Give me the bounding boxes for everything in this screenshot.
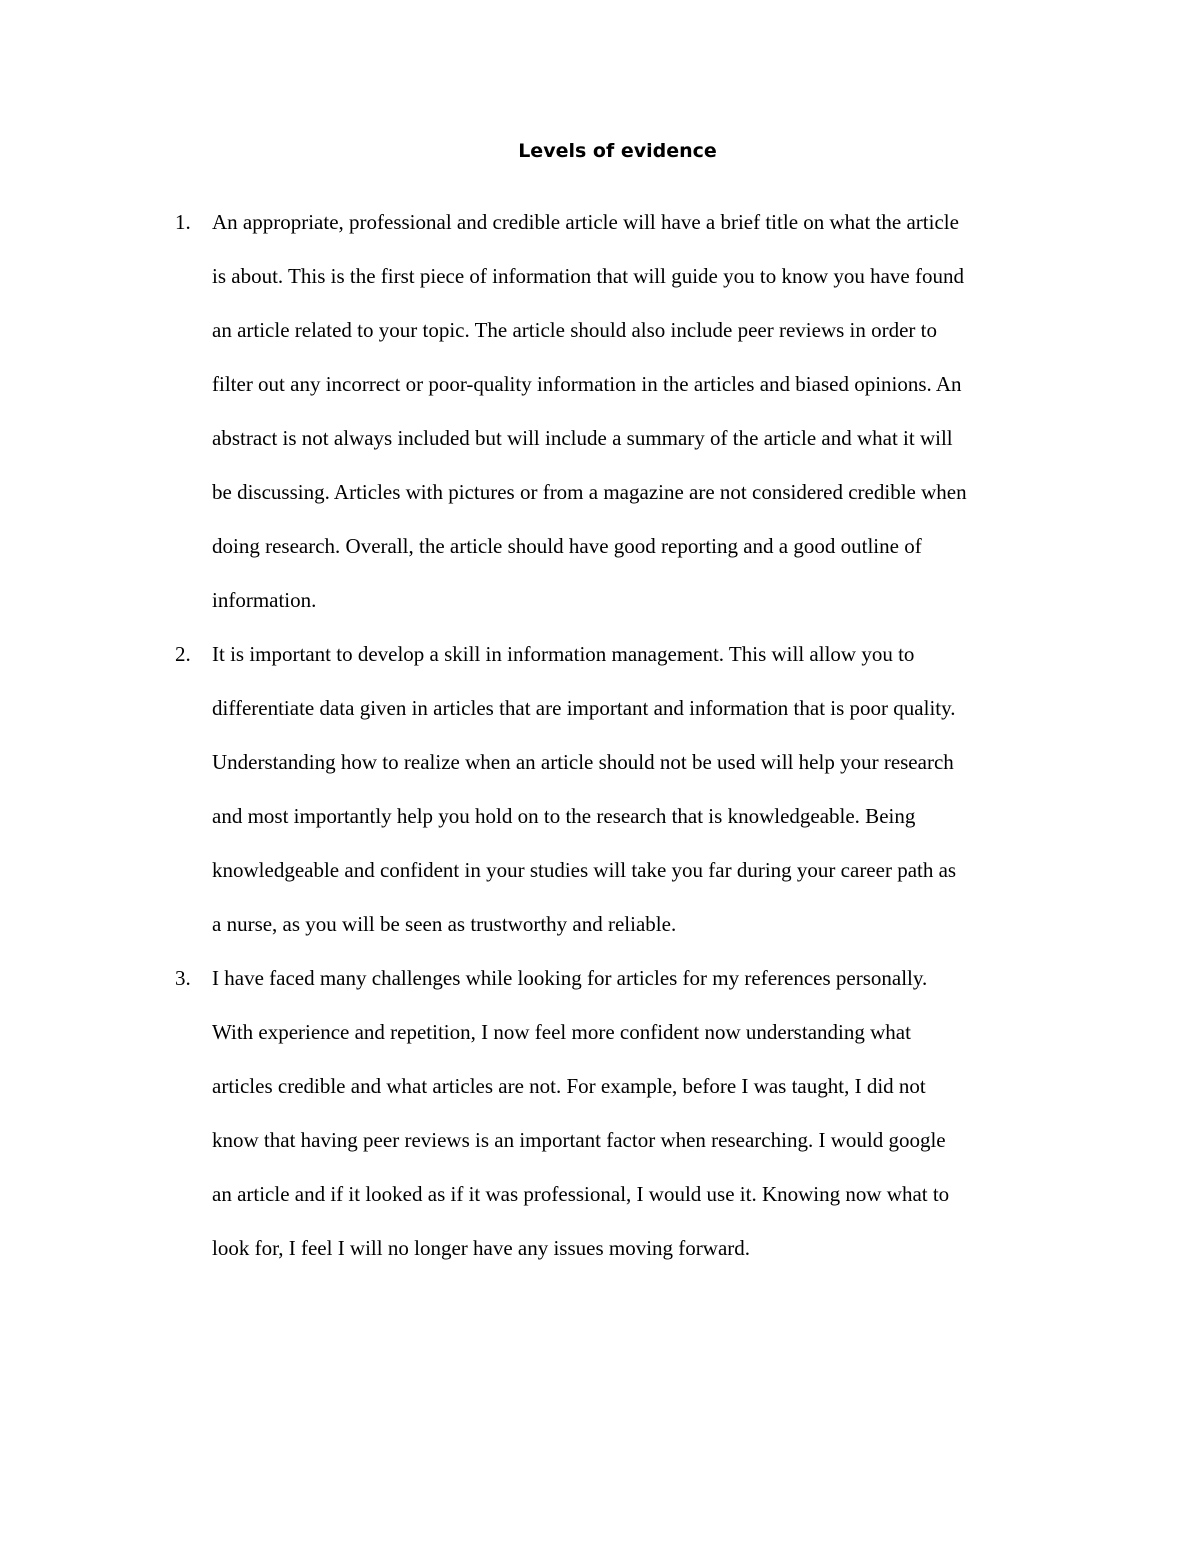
paragraph-line: be discussing. Articles with pictures or from a magazine are not considered credible when (212, 480, 967, 504)
list-item-2 (175, 627, 1075, 951)
paragraph-line: knowledgeable and confident in your studies will take you far during your career path as (212, 858, 957, 882)
paragraph-line: is about. This is the first piece of information that will guide you to know you have found (212, 264, 964, 288)
paragraph-line: an article related to your topic. The article should also include peer reviews in order to (212, 318, 938, 342)
paragraph-line: information. (212, 588, 317, 612)
paragraph-line: An appropriate, professional and credible article will have a brief title on what the article (212, 210, 959, 234)
paragraph-line: filter out any incorrect or poor-quality information in the articles and biased opinions. An (212, 372, 962, 396)
paragraph-line: articles credible and what articles are not. For example, before I was taught, I did not (212, 1074, 926, 1098)
paragraph-line: doing research. Overall, the article should have good reporting and a good outline of (212, 534, 922, 558)
paragraph-line: a nurse, as you will be seen as trustworthy and reliable. (212, 912, 677, 936)
paragraph-line: differentiate data given in articles that are important and information that is poor quality. (212, 696, 956, 720)
paragraph-line: It is important to develop a skill in information management. This will allow you to (212, 642, 915, 666)
list-number: 3. (175, 966, 191, 990)
list-item-3 (175, 951, 1075, 1275)
paragraph-line: look for, I feel I will no longer have any issues moving forward. (212, 1236, 751, 1260)
paragraph-line: abstract is not always included but will include a summary of the article and what it will (212, 426, 953, 450)
list-number: 2. (175, 642, 191, 666)
list-number: 1. (175, 210, 191, 234)
paragraph-line: I have faced many challenges while looking for articles for my references personally. (212, 966, 928, 990)
paragraph-line: an article and if it looked as if it was professional, I would use it. Knowing now what to (212, 1182, 950, 1206)
paragraph-line: Understanding how to realize when an article should not be used will help your research (212, 750, 954, 774)
paragraph-line: With experience and repetition, I now feel more confident now understanding what (212, 1020, 911, 1044)
list-item-1 (175, 195, 1075, 627)
document-title: Levels of evidence (518, 140, 717, 162)
numbered-list (175, 195, 1075, 1275)
paragraph-line: and most importantly help you hold on to the research that is knowledgeable. Being (212, 804, 916, 828)
paragraph-line: know that having peer reviews is an important factor when researching. I would google (212, 1128, 946, 1152)
